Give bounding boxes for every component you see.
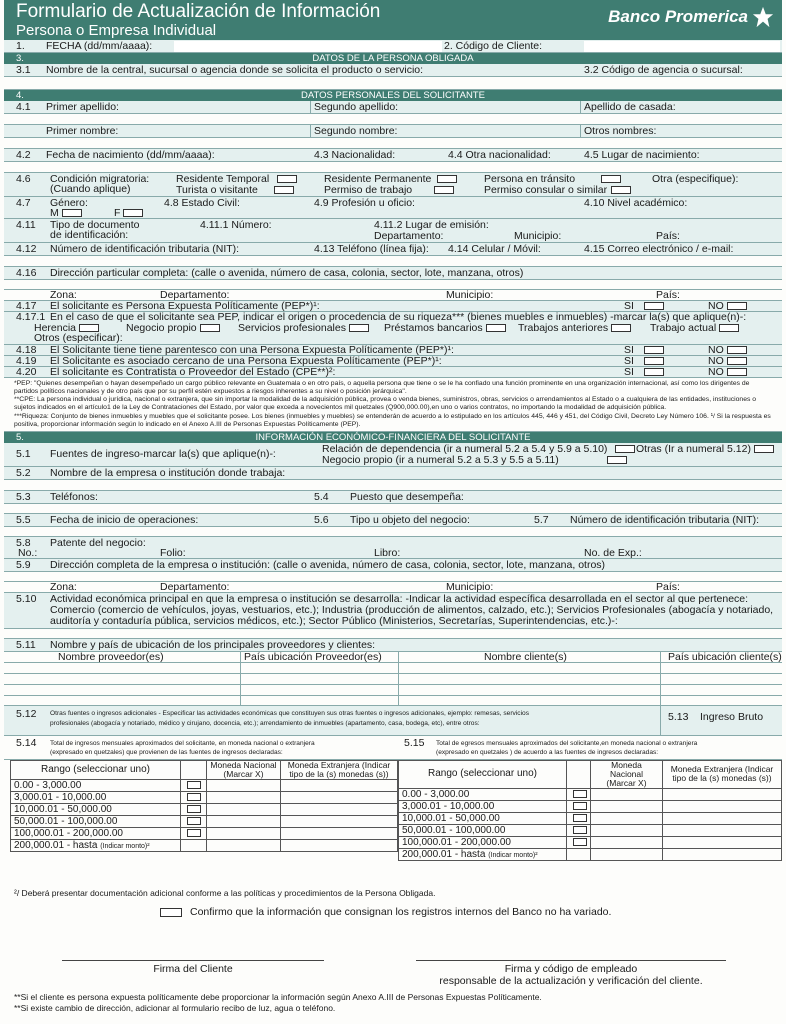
label-num: 5.3 xyxy=(16,490,31,503)
label-num: 4.1 xyxy=(16,101,31,113)
range-cell xyxy=(399,848,567,860)
indicar-monto: (Indicar monto)² xyxy=(100,842,150,850)
label-num: 5.11 xyxy=(16,638,36,651)
label-num: 5.8 xyxy=(16,536,31,549)
zona-label: Zona: xyxy=(50,580,77,593)
row-5-9 xyxy=(4,559,782,572)
ingreso-bruto-label: Ingreso Bruto xyxy=(700,710,764,723)
option-label: Persona en tránsito xyxy=(484,173,576,185)
footnote-pep: **Si el cliente es persona expuesta políticamente debe proporcionar la información según Anexo A.III de Personas Expuestas Políticamente. xyxy=(14,992,542,1002)
row-5-1 xyxy=(4,443,782,467)
row-blank[interactable] xyxy=(4,162,782,173)
label-num: 3.1 xyxy=(16,64,31,76)
label-num: 4.7 xyxy=(16,197,31,209)
label-num: 5.1 xyxy=(16,447,31,460)
firma-empleado-label: Firma y código de empleado xyxy=(504,963,638,975)
parentesco-label: El Solicitante tiene tiene parentesco con una Persona Expuesta Políticamente (PEP*)¹: xyxy=(50,344,454,356)
condicion-aplique-label: (Cuando aplique) xyxy=(50,183,131,195)
checkbox[interactable] xyxy=(727,346,747,354)
pais-label: País: xyxy=(656,580,680,593)
form-subtitle: Persona o Empresa Individual xyxy=(16,22,217,39)
table-row xyxy=(11,791,398,803)
fecha-nacimiento-label: Fecha de nacimiento (dd/mm/aaaa): xyxy=(46,149,215,161)
form-header xyxy=(4,0,782,40)
row-5-3 xyxy=(4,491,782,504)
codigo-cliente-field[interactable] xyxy=(584,41,780,52)
checkbox[interactable] xyxy=(644,346,664,354)
label-num: 4.18 xyxy=(16,344,37,356)
no-label: NO xyxy=(708,355,724,367)
row-blank[interactable] xyxy=(4,527,782,537)
section-3-header xyxy=(4,53,782,64)
header-text: Moneda Extranjera (Indicar xyxy=(287,759,391,770)
section-title: DATOS PERSONALES DEL SOLICITANTE xyxy=(301,90,485,101)
label-num: 5.9 xyxy=(16,558,31,571)
checkbox[interactable] xyxy=(434,186,454,194)
total-egresos-label2: (expresado en quetzales ) de acuerdo a las fuentes de ingresos declaradas: xyxy=(436,748,659,756)
checkbox[interactable] xyxy=(181,815,207,827)
row-4-7 xyxy=(4,197,782,219)
col-cliente: Nombre cliente(s) xyxy=(484,650,567,663)
profesion-label: 4.9 Profesión u oficio: xyxy=(314,197,415,209)
option-label: Permiso de trabajo xyxy=(324,184,413,196)
checkbox[interactable] xyxy=(601,175,621,183)
telefonos-label: Teléfonos: xyxy=(50,490,98,503)
condicion-migratoria-label: Condición migratoria: xyxy=(50,173,150,185)
row-blank[interactable] xyxy=(4,629,782,639)
option-label: Residente Permanente xyxy=(324,173,432,185)
checkbox[interactable] xyxy=(274,186,294,194)
option-label: Préstamos bancarios xyxy=(384,322,483,334)
direccion-empresa-label: Dirección completa de la empresa o institución: (calle o avenida, número de casa, colonia, sector, lote, manzana, otros) xyxy=(50,558,606,571)
note-pep: *PEP: "Quienes desempeñan o hayan desempeñado un cargo público relevante en Guatemala o en otro país, o aquella persona que tiene o se le ha confiado una función prominente en una organización internacional, así como los dirigentes de partidos políticos nacionales y de otro país que por su perfil estén expuestos a riesgos inherentes a su nivel o posición jerárquica". xyxy=(14,380,750,396)
label-num: 5.7 xyxy=(534,513,549,526)
range-cell: 50,000.01 - 100,000.00 xyxy=(11,815,181,827)
rango-header: Rango (seleccionar uno) xyxy=(399,760,567,788)
firma-empleado-label2: responsable de la actualización y verificación del cliente. xyxy=(439,975,703,987)
confirmo-checkbox[interactable] xyxy=(160,908,182,917)
otras-fuentes-label: Otras fuentes o ingresos adicionales - Especificar las actividades económicas que constituyen sus otras fuentes o ingresos adicionales, ejemplo: remesas, servicios xyxy=(50,709,530,717)
checkbox[interactable] xyxy=(486,324,506,332)
range-cell: 3,000.01 - 10,000.00 xyxy=(11,791,181,803)
table-row xyxy=(399,788,782,800)
label-num: 4.16 xyxy=(16,267,37,279)
permiso-consular-option[interactable] xyxy=(484,185,631,197)
option-label: Turista o visitante xyxy=(176,184,258,196)
section-num: 3. xyxy=(16,53,24,64)
row-4-20 xyxy=(4,367,782,378)
pais-label: País: xyxy=(656,289,680,301)
trabajo-actual-option[interactable] xyxy=(650,323,739,335)
firma-cliente-label: Firma del Cliente xyxy=(153,963,233,975)
pep-notes xyxy=(4,378,782,432)
fuentes-label: Fuentes de ingreso-marcar la(s) que aplique(n)-: xyxy=(50,447,276,460)
primer-nombre-label: Primer nombre: xyxy=(46,125,119,137)
checkbox[interactable] xyxy=(349,324,369,332)
empresa-label: Nombre de la empresa o institución donde trabaja: xyxy=(50,466,286,479)
prestamos-option[interactable] xyxy=(384,323,506,335)
label-num: 4.11 xyxy=(16,219,36,231)
section-title: DATOS DE LA PERSONA OBLIGADA xyxy=(312,53,474,64)
row-5-11 xyxy=(4,639,782,652)
label-num: 4.2 xyxy=(16,149,31,161)
section-num: 5. xyxy=(16,431,24,443)
table-row[interactable] xyxy=(4,696,782,706)
no-label: No.: xyxy=(18,546,38,559)
confirmo-label: Confirmo que la información que consignan los registros internos del Banco no ha variado. xyxy=(190,906,612,918)
label-num: 4.19 xyxy=(16,355,37,367)
telefono-label: 4.13 Teléfono (línea fija): xyxy=(314,243,429,255)
contratista-no[interactable] xyxy=(708,367,747,379)
genero-m[interactable] xyxy=(50,208,82,220)
range-cell: 100,000.01 - 200,000.00 xyxy=(399,836,567,848)
table-row xyxy=(399,836,782,848)
checkbox[interactable] xyxy=(181,827,207,839)
note-cpe: **CPE: La persona individual o jurídica, nacional o extranjera, que sin importar la modalidad de la adquisición pública, provea o venda bienes, suministros, obras, servicios o arrendamientos al Estado o a cualquiera de las entidades, instituciones o sujetos indicados en el artículo1 de la Ley de Contrataciones del Estado, por valor que exceda a novecientos mil quetzales (Q900,000.00),en uno o varios contratos, no importando la modalidad de adquisición pública. xyxy=(14,396,757,412)
checkbox[interactable] xyxy=(567,800,591,812)
table-row xyxy=(11,839,398,851)
option-label: Otras (Ir a numeral 5.12) xyxy=(636,442,751,455)
checkbox[interactable] xyxy=(277,175,297,183)
box-header xyxy=(567,760,591,788)
range-cell: 0.00 - 3,000.00 xyxy=(399,788,567,800)
numero-label: 4.11.1 Número: xyxy=(200,219,272,231)
row-5-14 xyxy=(4,736,782,760)
table-row xyxy=(399,848,782,860)
si-label: SI xyxy=(624,300,634,312)
label-num: 4.12 xyxy=(16,243,37,255)
checkbox[interactable] xyxy=(607,456,627,464)
checkbox[interactable] xyxy=(567,812,591,824)
lugar-nacimiento-label: 4.5 Lugar de nacimiento: xyxy=(584,149,700,161)
nacionalidad-label: 4.3 Nacionalidad: xyxy=(314,149,396,161)
patente-label: Patente del negocio: xyxy=(50,536,146,549)
apellido-casada-label: Apellido de casada: xyxy=(584,101,676,113)
no-label: NO xyxy=(708,344,724,356)
table-row xyxy=(399,824,782,836)
label-num: 5.2 xyxy=(16,466,31,479)
si-label: SI xyxy=(624,366,634,378)
municipio-label: Municipio: xyxy=(514,230,562,242)
row-4-12 xyxy=(4,243,782,256)
zona-label: Zona: xyxy=(50,289,77,301)
row-3-1 xyxy=(4,64,782,77)
row-4-16 xyxy=(4,267,782,280)
label-num: 5.15 xyxy=(404,736,425,749)
section-num: 4. xyxy=(16,90,24,101)
row-5-10 xyxy=(4,593,782,629)
moneda-nacional-header xyxy=(591,760,663,788)
row-3-blank[interactable] xyxy=(4,77,782,90)
row-4-6 xyxy=(4,173,782,197)
contratista-label: El solicitante es Contratista o Proveedor del Estado (CPE**)²: xyxy=(50,366,336,378)
no-label: NO xyxy=(708,366,724,378)
confirmo-row xyxy=(160,906,611,918)
table-row[interactable] xyxy=(4,674,782,685)
libro-label: Libro: xyxy=(374,546,401,559)
row-blank[interactable] xyxy=(4,138,782,149)
nit-negocio-label: Número de identificación tributaria (NIT): xyxy=(570,513,760,526)
correo-label: 4.15 Correo electrónico / e-mail: xyxy=(584,243,734,255)
checkbox[interactable] xyxy=(754,445,774,453)
row-4-11 xyxy=(4,219,782,243)
checkbox[interactable] xyxy=(181,779,207,791)
ingresos-table xyxy=(10,760,398,852)
total-egresos-label: Total de egresos mensuales aproximados del solicitante,en moneda nacional o extranjera xyxy=(436,739,698,747)
label-num: 4.20 xyxy=(16,366,37,378)
permiso-trabajo-option[interactable] xyxy=(324,185,454,197)
range-cell xyxy=(11,839,181,851)
checkbox[interactable] xyxy=(181,803,207,815)
otra-nacionalidad-label: 4.4 Otra nacionalidad: xyxy=(448,149,551,161)
table-row[interactable] xyxy=(4,663,782,674)
footnote-direccion: **Si existe cambio de dirección, adicionar al formulario recibo de luz, agua o teléfono. xyxy=(14,1003,336,1013)
option-label: Residente Temporal xyxy=(176,173,270,185)
row-blank[interactable] xyxy=(4,480,782,491)
table-row xyxy=(11,827,398,839)
departamento-label: Departamento: xyxy=(374,230,444,242)
table-row xyxy=(11,779,398,791)
m-label: M xyxy=(50,207,59,219)
proveedores-header xyxy=(4,652,782,663)
row-5-8 xyxy=(4,537,782,559)
genero-f[interactable] xyxy=(114,208,143,220)
checkbox[interactable] xyxy=(644,302,664,310)
pais-label: País: xyxy=(656,230,680,242)
otra-especifique-label: Otra (especifique): xyxy=(652,173,739,185)
row-4-1a[interactable] xyxy=(4,101,782,114)
range-text: 200,000.01 - hasta xyxy=(14,839,98,851)
range-cell: 0.00 - 3,000.00 xyxy=(11,779,181,791)
header-text: tipo de la (s) monedas (s)) xyxy=(672,773,772,784)
total-ingresos-label2: (expresado en quetzales) que provienen de las fuentes de ingresos declaradas: xyxy=(50,748,283,756)
no-exp-label: No. de Exp.: xyxy=(584,546,642,559)
municipio-label: Municipio: xyxy=(446,289,494,301)
servicios-option[interactable] xyxy=(238,323,369,335)
option-label: Trabajos anteriores xyxy=(518,322,609,334)
codigo-agencia-label: 3.2 Código de agencia o sucursal: xyxy=(584,64,743,76)
lugar-emision-label: 4.11.2 Lugar de emisión: xyxy=(374,219,489,231)
row-blank[interactable] xyxy=(4,504,782,514)
row-fecha xyxy=(4,40,782,53)
label-num: 5.5 xyxy=(16,513,31,526)
tipo-negocio-label: Tipo u objeto del negocio: xyxy=(350,513,470,526)
range-cell: 10,000.01 - 50,000.00 xyxy=(399,812,567,824)
checkbox[interactable] xyxy=(719,324,739,332)
bank-logo xyxy=(608,6,774,28)
trabajos-option[interactable] xyxy=(518,323,631,335)
option-label: Trabajo actual xyxy=(650,322,717,334)
checkbox[interactable] xyxy=(611,186,631,194)
row-5-9-zona xyxy=(4,582,782,593)
codigo-cliente-label: 2. Código de Cliente: xyxy=(444,40,543,52)
header-text: (Marcar X) xyxy=(606,777,647,788)
puesto-label: Puesto que desempeña: xyxy=(350,490,464,503)
box-header xyxy=(181,760,207,779)
label-num: 4.6 xyxy=(16,173,31,185)
egresos-table xyxy=(398,760,782,861)
range-cell: 10,000.01 - 50,000.00 xyxy=(11,803,181,815)
row-5-2 xyxy=(4,467,782,480)
star-icon xyxy=(752,6,774,28)
checkbox[interactable] xyxy=(181,791,207,803)
moneda-extranjera-header xyxy=(663,760,782,788)
header-text: Moneda Nacional xyxy=(210,759,277,770)
pep-origen-label: En el caso de que el solicitante sea PEP, indicar el origen o procedencia de su riqueza*** (bienes muebles e inmuebles) -marcar la(s) que aplique(n)-: xyxy=(50,311,747,323)
firma-cliente[interactable] xyxy=(62,960,324,975)
checkbox[interactable] xyxy=(727,368,747,376)
note-riqueza: ***Riqueza: Conjunto de bienes inmuebles y muebles que el solicitante posee. Los bienes (inmuebles y muebles) se entenderán de acuerdo a lo estipulado en los artículos 445, 446 y 451, del Código Civil, Decreto Ley Número 106. ¹/ Si la respuesta es positiva, proporcionar información según lo indicado en el Anexo A.III de Personas Expuestas Políticamente (PEP). xyxy=(14,412,771,428)
municipio-label: Municipio: xyxy=(446,580,494,593)
checkbox[interactable] xyxy=(567,788,591,800)
label-num: 1. xyxy=(16,40,25,52)
checkbox[interactable] xyxy=(567,836,591,848)
checkbox[interactable] xyxy=(644,368,664,376)
label-num: 5.6 xyxy=(314,513,329,526)
checkbox[interactable] xyxy=(200,324,220,332)
label-num: 5.4 xyxy=(314,490,329,503)
table-row xyxy=(399,800,782,812)
no-label: NO xyxy=(708,300,724,312)
otras-option[interactable] xyxy=(636,444,774,456)
option-label: Permiso consular o similar xyxy=(484,184,608,196)
departamento-label: Departamento: xyxy=(160,580,230,593)
label-num: 5.14 xyxy=(16,736,37,749)
contratista-si[interactable] xyxy=(624,367,664,379)
genero-label: Género: xyxy=(50,197,88,209)
departamento-label: Departamento: xyxy=(160,289,230,301)
indicar-monto: (Indicar monto)² xyxy=(488,851,538,859)
checkbox[interactable] xyxy=(615,445,635,453)
otros-especificar-label: Otros (especificar): xyxy=(34,332,123,344)
primer-apellido-label: Primer apellido: xyxy=(46,101,119,113)
pep-label: El solicitante es Persona Expuesta Políticamente (PEP*)¹: xyxy=(50,300,320,312)
asociado-label: El Solicitante es asociado cercano de una Persona Expuesta Políticamente (PEP*)¹: xyxy=(50,355,442,367)
actividad-label2: Comercio (comercio de vehículos, joyas, vestuarios, etc.); Industria (producción de alimentos, calzado, etc.); Servicios Profesionales (abogacía y notariado, xyxy=(50,603,774,616)
row-4-1b[interactable] xyxy=(4,125,782,138)
rango-header: Rango (seleccionar uno) xyxy=(11,760,181,779)
negocio-propio-option[interactable] xyxy=(322,455,627,467)
range-cell: 3,000.01 - 10,000.00 xyxy=(399,800,567,812)
checkbox[interactable] xyxy=(123,209,143,217)
total-ingresos-label: Total de ingresos mensuales aproximados del solicitante, en moneda nacional o extranjera xyxy=(50,739,315,747)
row-5-12 xyxy=(4,706,782,736)
brand-name: Banco Promerica xyxy=(608,7,748,26)
actividad-label3: auditoría y contaduría pública, servicios médicos, etc.); Sector Público (Ministerios, Secretarías, Superintendencias, etc.)-: xyxy=(50,614,618,627)
moneda-extranjera-header xyxy=(281,760,398,779)
checkbox[interactable] xyxy=(644,357,664,365)
range-cell: 100,000.01 - 200,000.00 xyxy=(11,827,181,839)
otros-nombres-label: Otros nombres: xyxy=(584,125,657,137)
label-num: 5.12 xyxy=(16,707,37,720)
firma-empleado[interactable] xyxy=(416,960,726,987)
col-pais-proveedor: País ubicación Proveedor(es) xyxy=(244,650,382,663)
checkbox[interactable] xyxy=(62,209,82,217)
form-title: Formulario de Actualización de Información xyxy=(16,1,381,22)
row-4-17-1 xyxy=(4,312,782,345)
header-text: Moneda Nacional xyxy=(609,759,644,779)
section-5-header xyxy=(4,432,782,443)
option-label: Servicios profesionales xyxy=(238,322,346,334)
negocio-option[interactable] xyxy=(126,323,220,335)
table-row xyxy=(11,803,398,815)
range-tables xyxy=(4,759,782,860)
col-pais-cliente: País ubicación cliente(s) xyxy=(668,651,782,663)
option-label: Relación de dependencia (ir a numeral 5.2 a 5.4 y 5.9 a 5.10) xyxy=(322,442,608,455)
label-num: 5.10 xyxy=(16,592,37,605)
tipo-documento-label2: de identificación: xyxy=(50,229,129,241)
option-label: Negocio propio (ir a numeral 5.2 a 5.3 y 5.5 a 5.11) xyxy=(322,453,559,466)
nivel-academico-label: 4.10 Nivel académico: xyxy=(584,197,688,209)
row-blank[interactable] xyxy=(4,114,782,125)
row-4-2[interactable] xyxy=(4,149,782,162)
section-title: INFORMACIÓN ECONÓMICO-FINANCIERA DEL SOLICITANTE xyxy=(255,431,531,443)
si-label: SI xyxy=(624,355,634,367)
actividad-label: Actividad económica principal en que la empresa o institución se desarrolla: -Indicar la actividad específica desarrollada en el sector al que pertenece: xyxy=(50,592,749,605)
si-label: SI xyxy=(624,344,634,356)
nit-label: Número de identificación tributaria (NIT): xyxy=(50,243,240,255)
fecha-label: FECHA (dd/mm/aaaa): xyxy=(46,40,153,52)
header-text: tipo de la (s) monedas (s)) xyxy=(289,768,389,779)
section-4-header xyxy=(4,90,782,101)
checkbox[interactable] xyxy=(437,175,457,183)
col-proveedor: Nombre proveedor(es) xyxy=(58,650,164,663)
otras-fuentes-label2: profesionales (abogacía y notariado, médico y cirujano, docencia, etc.); arrendamiento de inmuebles (apartamento, casa, bodega, etc), entre otros: xyxy=(50,719,480,727)
segundo-nombre-label: Segundo nombre: xyxy=(314,125,398,137)
range-cell: 50,000.01 - 100,000.00 xyxy=(399,824,567,836)
estado-civil-label: 4.8 Estado Civil: xyxy=(164,197,240,209)
label-num: 5.13 xyxy=(668,710,689,723)
fecha-field[interactable] xyxy=(174,41,442,52)
label-num: 4.17 xyxy=(16,300,37,312)
celular-label: 4.14 Celular / Móvil: xyxy=(448,243,541,255)
table-row xyxy=(399,812,782,824)
label-num: 4.17.1 xyxy=(16,311,46,323)
tipo-documento-label: Tipo de documento xyxy=(50,219,140,231)
proveedores-label: Nombre y país de ubicación de los principales proveedores y clientes: xyxy=(50,638,376,651)
header-text: Moneda Extranjera (Indicar xyxy=(670,764,774,775)
range-text: 200,000.01 - hasta xyxy=(402,848,486,860)
header-text: (Marcar X) xyxy=(223,768,264,779)
turista-option[interactable] xyxy=(176,185,294,197)
checkbox[interactable] xyxy=(727,302,747,310)
option-label: Negocio propio xyxy=(126,322,197,334)
fecha-inicio-label: Fecha de inicio de operaciones: xyxy=(50,513,199,526)
row-5-5 xyxy=(4,514,782,527)
moneda-nacional-header xyxy=(207,760,281,779)
direccion-label: Dirección particular completa: (calle o avenida, número de casa, colonia, sector, lote, manzana, otros) xyxy=(50,267,524,279)
table-row xyxy=(11,815,398,827)
nota-documentacion: ²/ Deberá presentar documentación adicional conforme a las políticas y procedimientos de la Persona Obligada. xyxy=(14,888,436,898)
row-blank[interactable] xyxy=(4,256,782,267)
central-label: Nombre de la central, sucursal o agencia donde se solicita el producto o servicio: xyxy=(46,64,424,76)
option-label: Herencia xyxy=(34,322,77,334)
checkbox[interactable] xyxy=(567,824,591,836)
f-label: F xyxy=(114,207,121,219)
folio-label: Folio: xyxy=(160,546,186,559)
checkbox[interactable] xyxy=(611,324,631,332)
segundo-apellido-label: Segundo apellido: xyxy=(314,101,399,113)
checkbox[interactable] xyxy=(727,357,747,365)
table-row[interactable] xyxy=(4,685,782,696)
